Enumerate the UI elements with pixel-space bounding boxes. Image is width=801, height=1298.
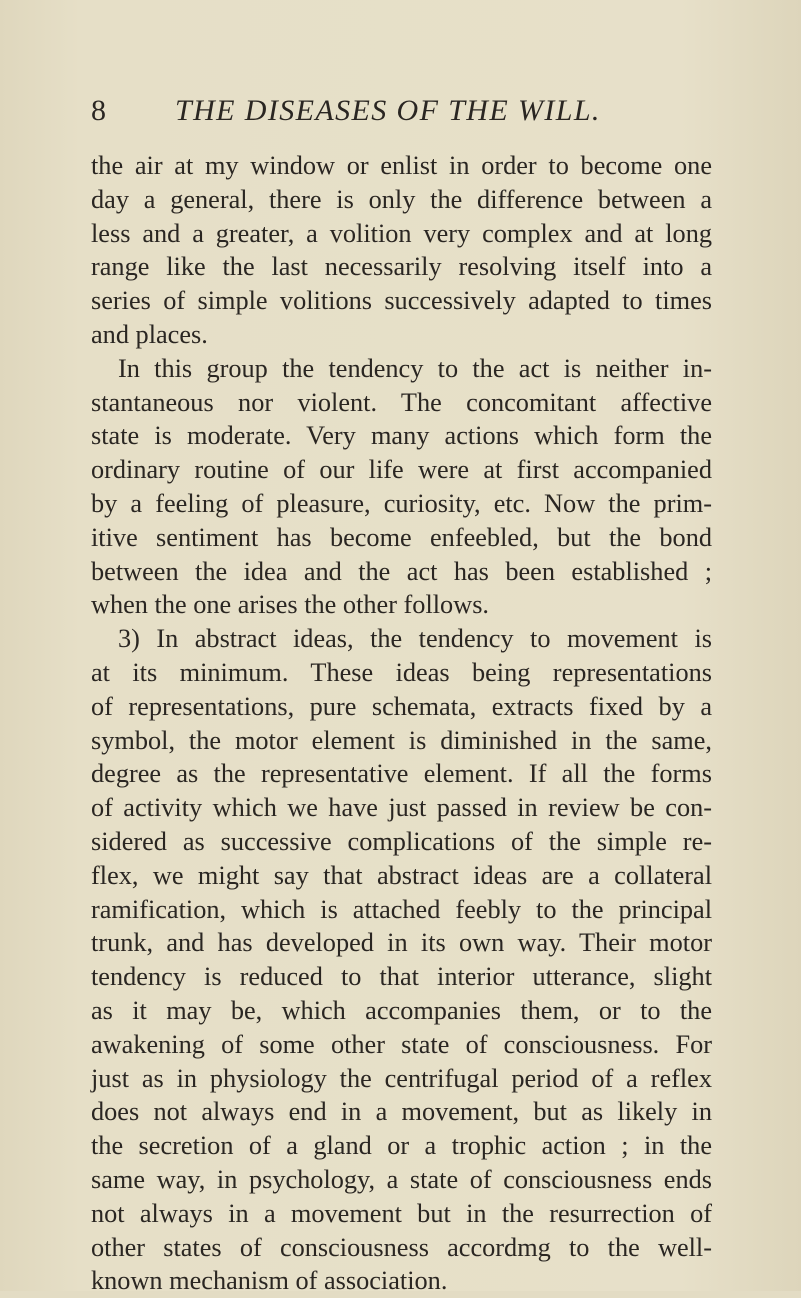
text-line: of activity which we have just passed in review be con- (91, 793, 712, 823)
text-line: of representations, pure schemata, extracts fixed by a (91, 691, 712, 721)
paragraph-end-line: when the one arises the other follows. (91, 590, 489, 620)
text-line: as it may be, which accompanies them, or to the (91, 995, 712, 1025)
paragraph-start-line: 3) In abstract ideas, the tendency to movement is (118, 624, 712, 654)
text-line: same way, in psychology, a state of consciousness ends (91, 1164, 712, 1194)
text-line: degree as the representative element. If all the forms (91, 759, 712, 789)
running-head: THE DISEASES OF THE WILL. (175, 94, 601, 127)
text-line: symbol, the motor element is diminished in the same, (91, 725, 712, 755)
text-line: day a general, there is only the difference between a (91, 184, 712, 214)
text-line: stantaneous nor violent. The concomitant affective (91, 387, 712, 417)
paragraph-end-line: and places. (91, 319, 208, 349)
page-header (91, 93, 621, 129)
page-number: 8 (91, 94, 106, 127)
text-line: not always in a movement but in the resurrection of (91, 1198, 712, 1228)
text-line: series of simple volitions successively adapted to times (91, 286, 712, 316)
text-line: ramification, which is attached feebly to the principal (91, 894, 712, 924)
text-line: trunk, and has developed in its own way. Their motor (91, 928, 712, 958)
text-line: flex, we might say that abstract ideas are a collateral (91, 860, 712, 890)
body-text (91, 149, 712, 1298)
paragraph-end-line: known mechanism of association. (91, 1266, 448, 1296)
paragraph-start-line: In this group the tendency to the act is neither in- (118, 353, 712, 383)
text-line: range like the last necessarily resolving itself into a (91, 252, 712, 282)
text-line: between the idea and the act has been established ; (91, 556, 712, 586)
text-line: other states of consciousness accordmg to the well- (91, 1232, 712, 1262)
text-line: at its minimum. These ideas being representations (91, 657, 712, 687)
text-line: sidered as successive complications of the simple re- (91, 826, 712, 856)
text-line: state is moderate. Very many actions which form the (91, 421, 712, 451)
text-line: by a feeling of pleasure, curiosity, etc. Now the prim- (91, 488, 712, 518)
text-line: just as in physiology the centrifugal period of a reflex (91, 1063, 712, 1093)
text-line: the air at my window or enlist in order to become one (91, 151, 712, 180)
text-line: does not always end in a movement, but as likely in (91, 1097, 712, 1127)
text-line: the secretion of a gland or a trophic action ; in the (91, 1131, 712, 1161)
text-line: itive sentiment has become enfeebled, but the bond (91, 522, 712, 552)
text-line: tendency is reduced to that interior utterance, slight (91, 962, 712, 992)
text-line: less and a greater, a volition very complex and at long (91, 218, 712, 248)
text-line: awakening of some other state of consciousness. For (91, 1029, 712, 1059)
text-line: ordinary routine of our life were at first accompanied (91, 455, 712, 485)
